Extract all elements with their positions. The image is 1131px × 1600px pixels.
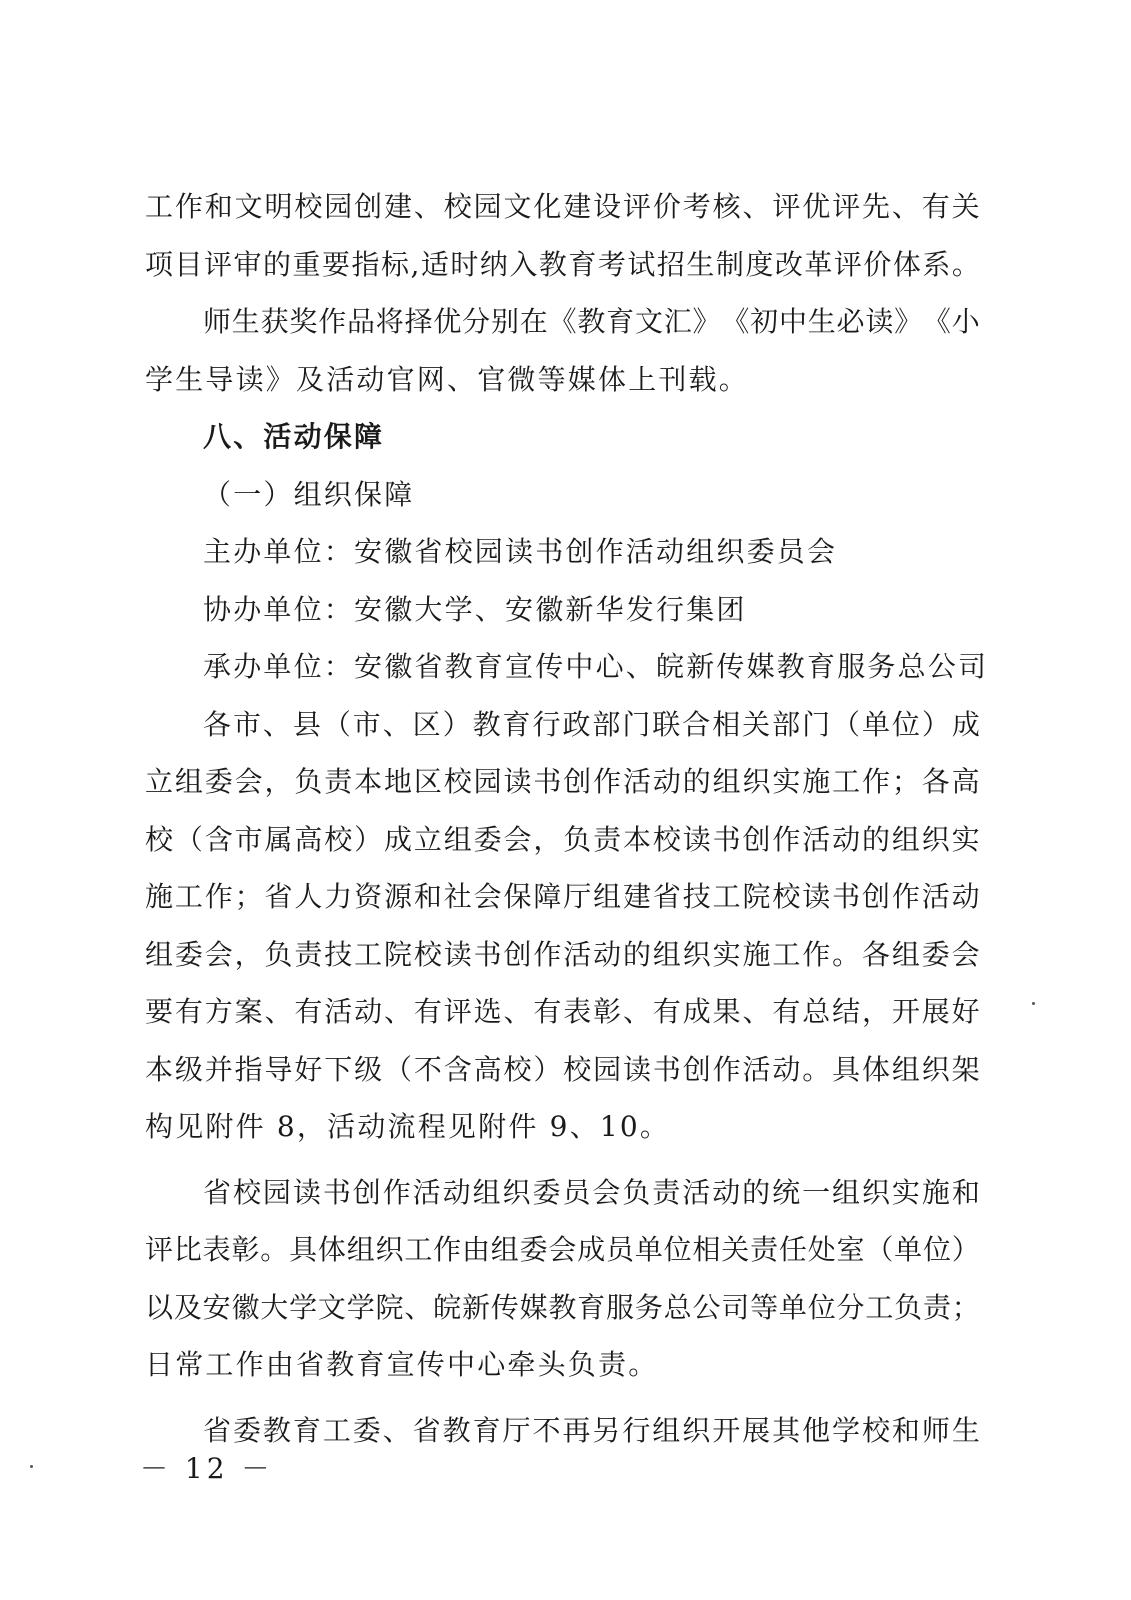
text-line-16: 本 级 并 指 导 好 下 级 （ 不 含 高 校 ） 校 园 读 书 创 作 活 动 。 具 体 组 织 架 [145,1052,980,1086]
text-line-18: 省 校 园 读 书 创 作 活 动 组 织 委 员 会 负 责 活 动 的 统 一 组 织 实 施 和 [203,1175,980,1209]
text-line-1: 工 作 和 文 明 校 园 创 建 、 校 园 文 化 建 设 评 价 考 核 、 评 优 评 先 、 有 关 [145,190,980,223]
co-organizer-line: 协办单位：安徽大学、安徽新华发行集团 [203,592,747,626]
subsection-heading: （一）组织保障 [203,477,415,511]
text-line-4: 学生导读》及活动官网、官微等媒体上刊载。 [145,362,750,396]
text-line-11: 立 组 委 会 ， 负 责 本 地 区 校 园 读 书 创 作 活 动 的 组 织 实 施 工 作 ； 各 高 [145,765,980,798]
text-line-13: 施 工 作 ； 省 人 力 资 源 和 社 会 保 障 厅 组 建 省 技 工 院 校 读 书 创 作 活 动 [145,880,980,913]
organizer-line: 主办单位：安徽省校园读书创作活动组织委员会 [203,535,838,568]
text-line-20: 以 及 安 徽 大 学 文 学 院 、 皖 新 传 媒 教 育 服 务 总 公 司 等 单 位 分 工 负 责 ； [145,1290,980,1324]
scan-speck [1032,1002,1035,1005]
document-body [145,178,989,1459]
text-line-14: 组 委 会 ， 负 责 技 工 院 校 读 书 创 作 活 动 的 组 织 实 施 工 作 。 各 组 委 会 [145,937,980,971]
text-line-19: 评 比 表 彰 。 具 体 组 织 工 作 由 组 委 会 成 员 单 位 相 关 责 任 处 室 （ 单 位 ） [145,1233,980,1266]
text-line-2: 项 目 评 审 的 重 要 指 标 , 适 时 纳 入 教 育 考 试 招 生 制 度 改 革 评 价 体 系 。 [145,247,980,281]
text-line-10: 各 市 、 县 （ 市 、 区 ） 教 育 行 政 部 门 联 合 相 关 部 门 （ 单 位 ） 成 [203,707,980,741]
section-heading: 八、活动保障 [203,420,385,453]
text-line-3: 师 生 获 奖 作 品 将 择 优 分 别 在 《 教 育 文 汇 》 《 初 中 生 必 读 》 《 小 [203,305,980,338]
scan-speck [30,1465,33,1468]
page-number: － 12 － [140,1452,274,1485]
text-line-21: 日常工作由省教育宣传中心牵头负责。 [145,1348,659,1381]
text-line-15: 要 有 方 案 、 有 活 动 、 有 评 选 、 有 表 彰 、 有 成 果 、 有 总 结 ， 开 展 好 [145,995,980,1028]
text-line-12: 校 （ 含 市 属 高 校 ） 成 立 组 委 会 ， 负 责 本 校 读 书 创 作 活 动 的 组 织 实 [145,822,980,856]
text-line-22: 省 委 教 育 工 委 、 省 教 育 厅 不 再 另 行 组 织 开 展 其 他 学 校 和 师 生 [203,1413,980,1447]
undertaker-line: 承办单位：安徽省教育宣传中心、皖新传媒教育服务总公司 [203,650,989,683]
text-line-17: 构见附件 8，活动流程见附件 9、10。 [145,1110,671,1143]
